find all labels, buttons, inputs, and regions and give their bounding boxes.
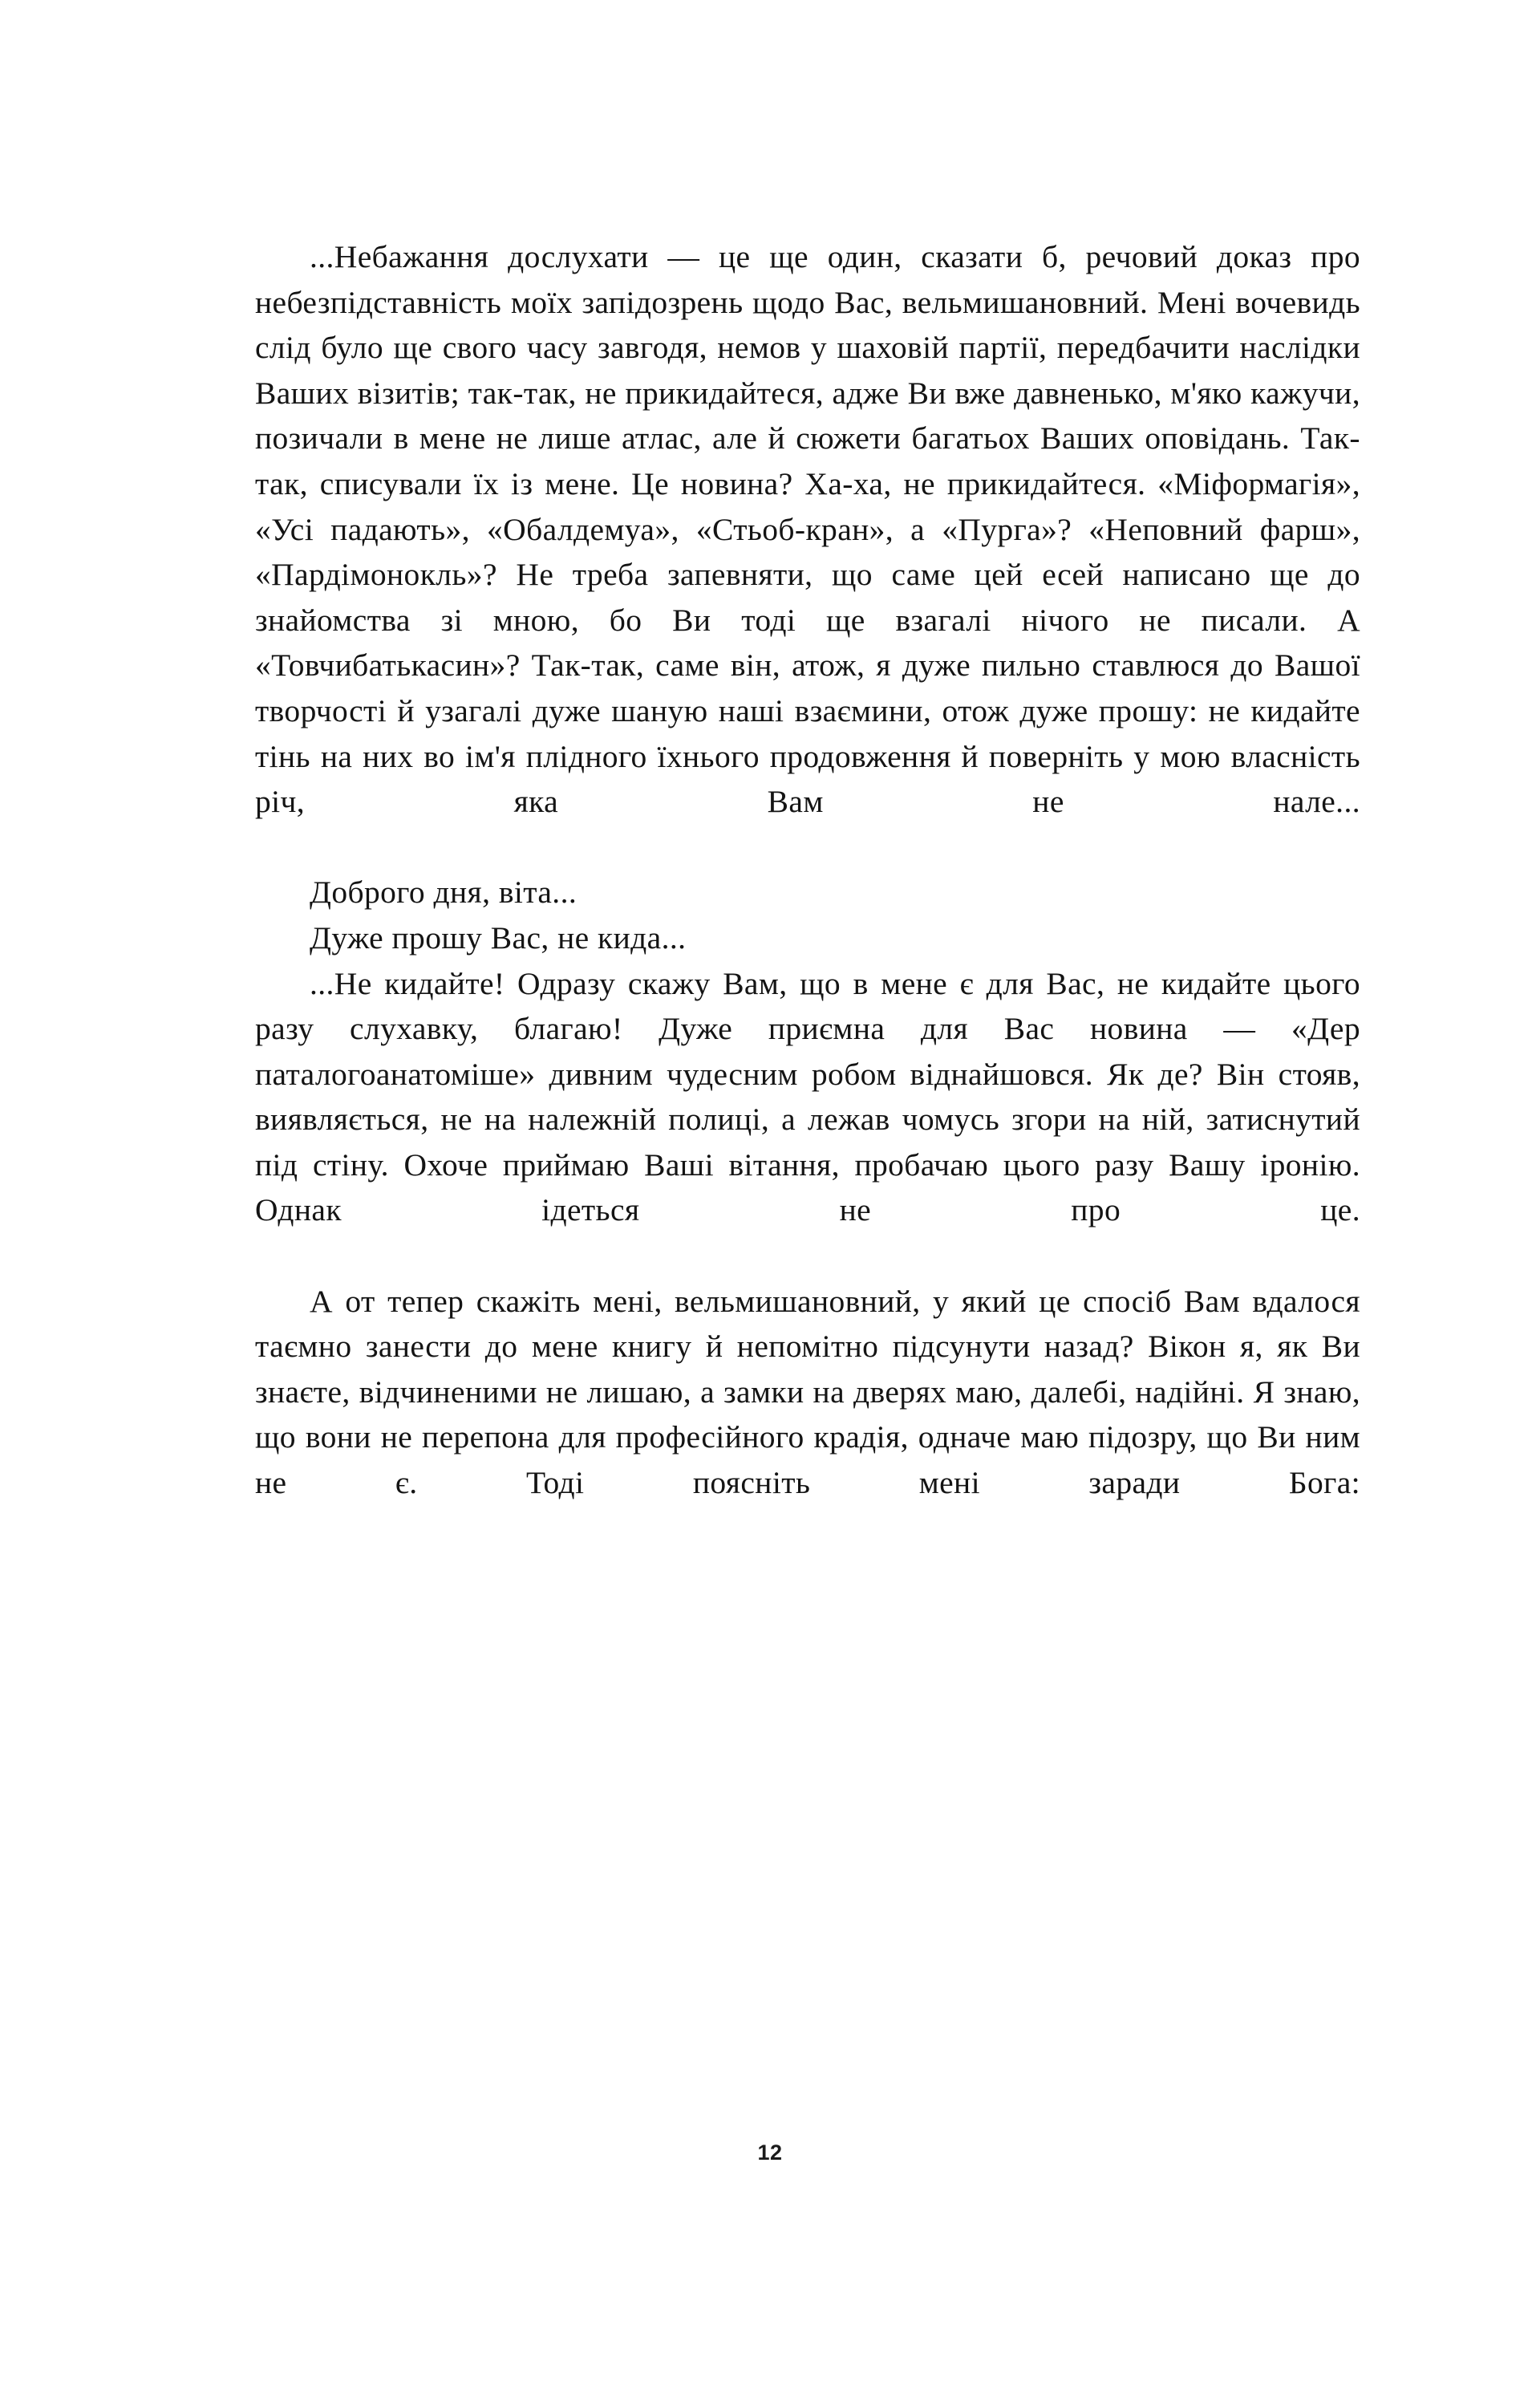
page-text-block bbox=[255, 234, 1360, 1551]
paragraph-3: Дуже прошу Вас, не кида... bbox=[310, 919, 687, 956]
paragraph-2: Доброго дня, віта... bbox=[310, 874, 578, 911]
paragraph-1: ...Небажання дослухати — це ще один, сказати б, речовий доказ про небезпідставність моїх запідозрень щодо Вас, вельмишановний. Мені вочевидь слід було ще свого часу завгодя, немов у шаховій партії, передбачити наслідки Ваших візитів; так-так, не прикидайтеся, адже Ви вже давненько, м'яко кажучи, позичали в мене не лише атлас, але й сюжети багатьох Ваших оповідань. Так-так, списували їх із мене. Це новина? Ха-ха, не прикидайтеся. «Міформагія», «Усі падають», «Обалдемуа», «Стьоб-кран», а «Пурга»? «Неповний фарш», «Пардімонокль»? Не треба запевняти, що саме цей есей написано ще до знайомства зі мною, бо Ви тоді ще взагалі нічого не писали. А «Товчибатькасин»? Так-так, саме він, атож, я дуже пильно ставлюся до Вашої творчості й узагалі дуже шаную наші взаємини, отож дуже прошу: не кидайте тінь на них во ім'я плідного їхнього продовження й поверніть у мою власність річ, яка Вам не нале... bbox=[255, 239, 1360, 820]
page-number: 12 bbox=[757, 2140, 783, 2165]
paragraph-5: А от тепер скажіть мені, вельмишановний, у який це спосіб Вам вдалося таємно занести до мене книгу й непомітно підсунути назад? Вікон я, як Ви знаєте, відчиненими не лишаю, а замки на дверях маю, далебі, надійні. Я знаю, що вони не перепона для професійного крадія, одначе маю підозру, що Ви ним не є. Тоді поясніть мені заради Бога: bbox=[255, 1283, 1360, 1501]
paragraph-4: ...Не кидайте! Одразу скажу Вам, що в мене є для Вас, не кидайте цього разу слухавку, благаю! Дуже приємна для Вас новина — «Дер паталогоанатоміше» дивним чудесним робом віднайшовся. Як де? Він стояв, виявляється, не на належній полиці, а лежав чомусь згори на ній, затиснутий під стіну. Охоче приймаю Ваші вітання, пробачаю цього разу Вашу іронію. Однак ідеться не про це. bbox=[255, 965, 1360, 1228]
